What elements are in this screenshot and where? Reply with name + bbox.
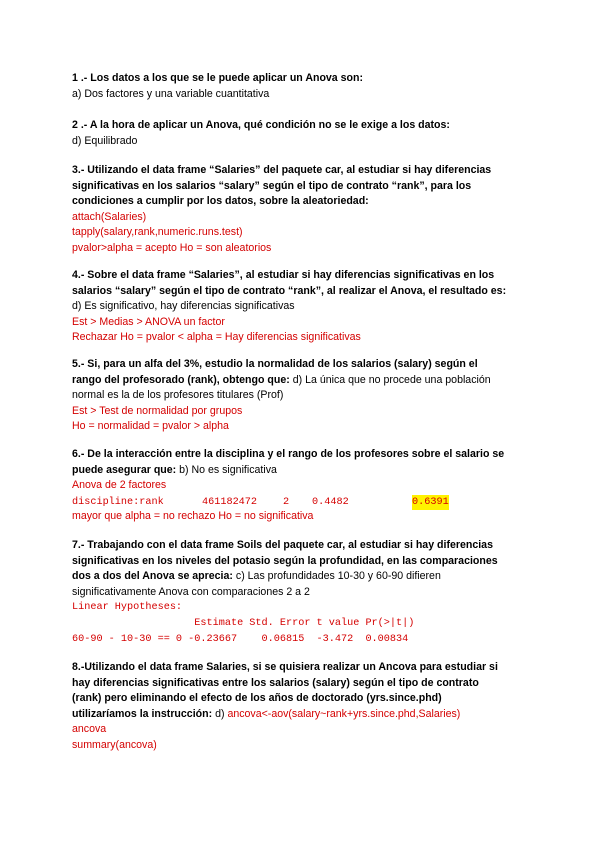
question-5-note-1: Est > Test de normalidad por grupos <box>72 404 243 417</box>
question-6-note-2: mayor que alpha = no rechazo Ho = no significativa <box>72 510 314 523</box>
question-7-code-1: Linear Hypotheses: <box>72 602 183 614</box>
question-4-text-line-1: 4.- Sobre el data frame “Salaries”, al estudiar si hay diferencias significativas en los <box>72 269 495 281</box>
code-term: discipline:rank <box>72 496 164 508</box>
question-6-answer: b) No es significativa <box>179 463 277 476</box>
question-2-text: 2 .- A la hora de aplicar un Anova, qué condición no se le exige a los datos: <box>72 119 450 131</box>
question-6 <box>72 447 532 525</box>
question-8 <box>72 660 532 754</box>
question-3-text-line-3: condiciones a cumplir por los datos, sobre la aleatoriedad: <box>72 195 369 208</box>
question-5-answer-line-1: d) La única que no procede una población <box>292 373 491 386</box>
question-7-text-line-2: significativas en los niveles del potasio según la profundidad, en las comparaciones <box>72 554 498 567</box>
question-4-text-line-2: salarios “salary” según el tipo de contrato “rank”, al realizar el Anova, el resultado es: <box>72 284 507 297</box>
question-5-text-line-1: 5.- Si, para un alfa del 3%, estudio la normalidad de los salarios (salary) según el <box>72 358 478 370</box>
question-7-code-2: Estimate Std. Error t value Pr(>|t|) <box>72 617 415 629</box>
question-4-answer: d) Es significativo, hay diferencias significativas <box>72 300 295 313</box>
question-8-answer-code: ancova<-aov(salary~rank+yrs.since.phd,Salaries) <box>227 707 461 720</box>
question-6-code-row <box>72 494 532 510</box>
question-4-note-2: Rechazar Ho = pvalor < alpha = Hay diferencias significativas <box>72 331 361 344</box>
question-7-answer-line-1: c) Las profundidades 10-30 y 60-90 difieren <box>235 570 441 583</box>
code-sum-sq: 461182472 <box>202 496 258 508</box>
question-7-text-line-1: 7.- Trabajando con el data frame Soils del paquete car, al estudiar si hay diferencias <box>72 539 493 551</box>
question-8-answer-prefix: d) <box>215 707 225 720</box>
question-8-text-line-3: (rank) pero eliminando el efecto de los años de doctorado (yrs.since.phd) <box>72 692 442 705</box>
code-f-value: 0.4482 <box>312 496 349 508</box>
question-7 <box>72 538 532 647</box>
question-8-code-2: ancova <box>72 723 107 736</box>
question-7-text-line-3: dos a dos del Anova se aprecia: <box>72 570 233 583</box>
question-5-answer-line-2: normal es la de los profesores titulares (Prof) <box>72 389 284 402</box>
question-3-text-line-2: significativas en los salarios “salary” según el tipo de contrato “rank”, para los <box>72 179 472 192</box>
question-1-answer: a) Dos factores y una variable cuantitativa <box>72 87 270 100</box>
question-5-note-2: Ho = normalidad = pvalor > alpha <box>72 420 229 433</box>
question-6-note-1: Anova de 2 factores <box>72 479 167 492</box>
code-df: 2 <box>283 496 290 508</box>
question-7-code-3: 60-90 - 10-30 == 0 -0.23667 0.06815 -3.472 0.00834 <box>72 633 409 645</box>
question-3-text-line-1: 3.- Utilizando el data frame “Salaries” del paquete car, al estudiar si hay diferencias <box>72 164 492 176</box>
question-1-text: 1 .- Los datos a los que se le puede aplicar un Anova son: <box>72 72 364 84</box>
question-2 <box>72 118 532 149</box>
question-8-text-line-4: utilizaríamos la instrucción: <box>72 707 213 720</box>
question-8-code-3: summary(ancova) <box>72 738 157 751</box>
question-4 <box>72 268 532 346</box>
question-3-code-1: attach(Salaries) <box>72 210 147 223</box>
question-7-answer-line-2: significativamente Anova con comparaciones 2 a 2 <box>72 585 310 598</box>
question-4-note-1: Est > Medias > ANOVA un factor <box>72 315 225 328</box>
question-8-text-line-2: hay diferencias significativas entre los salarios (salary) según el tipo de contrato <box>72 676 479 689</box>
question-3 <box>72 163 532 257</box>
code-p-value-highlighted: 0.6391 <box>412 495 449 511</box>
question-3-code-2: tapply(salary,rank,numeric.runs.test) <box>72 226 243 239</box>
question-6-text-line-2: puede asegurar que: <box>72 463 177 476</box>
question-5 <box>72 357 532 435</box>
question-3-code-3: pvalor>alpha = acepto Ho = son aleatorios <box>72 241 272 254</box>
question-2-answer: d) Equilibrado <box>72 134 138 147</box>
question-8-text-line-1: 8.-Utilizando el data frame Salaries, si se quisiera realizar un Ancova para estudiar si <box>72 661 498 673</box>
question-1 <box>72 71 532 102</box>
question-5-text-line-2: rango del profesorado (rank), obtengo que: <box>72 373 290 386</box>
question-6-text-line-1: 6.- De la interacción entre la disciplina y el rango de los profesores sobre el salario se <box>72 448 505 460</box>
